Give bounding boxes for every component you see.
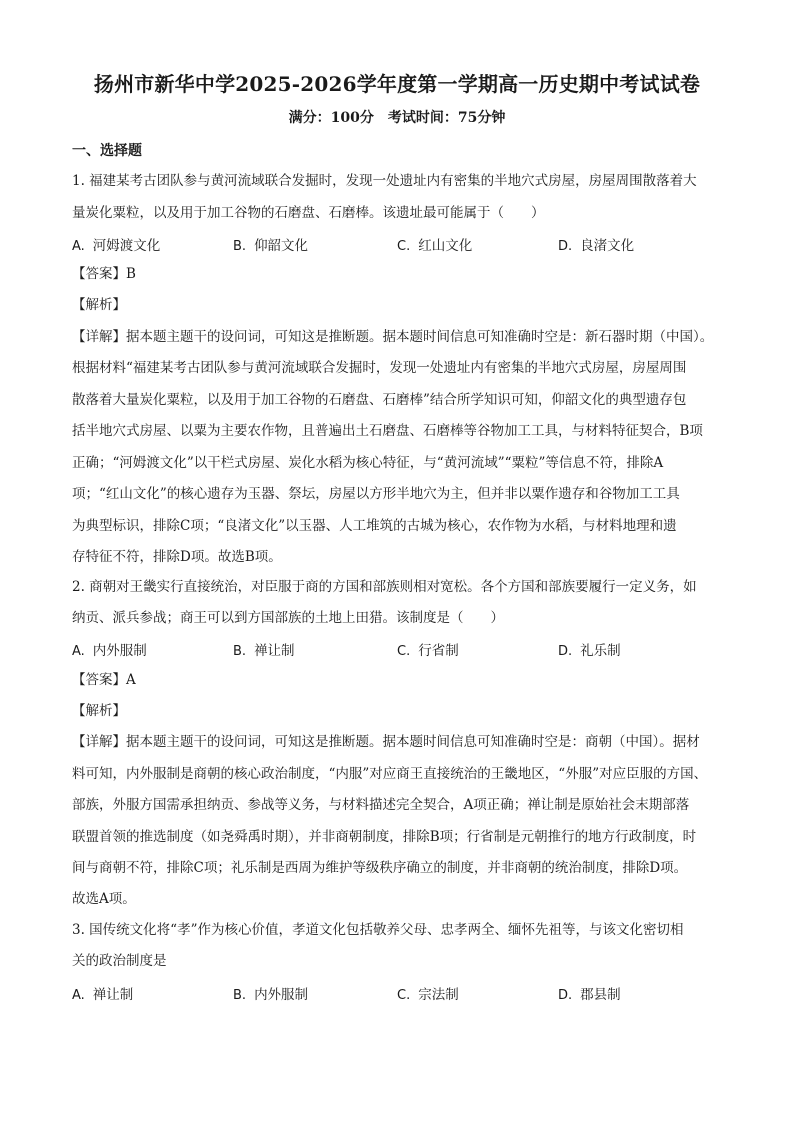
option-row (72, 983, 732, 1003)
detail-line: 为典型标识，排除C项；“良渚文化”以玉器、人工堆筑的古城为核心，农作物为水稻，与材料地理和遗 (72, 518, 677, 534)
option-text: 礼乐制 (580, 643, 621, 659)
detail-line: 【详解】据本题主题干的设问词，可知这是推断题。据本题时间信息可知准确时空是：商朝（中国）。据材 (72, 734, 700, 750)
detail-line: 根据材料“福建某考古团队参与黄河流域联合发掘时，发现一处遗址内有密集的半地穴式房屋，房屋周围 (72, 360, 687, 376)
option-text: 行省制 (418, 643, 459, 659)
option-key: B. (233, 988, 247, 1003)
exam-title: 扬州市新华中学2025-2026学年度第一学期高一历史期中考试试卷 (93, 72, 701, 96)
option-d (558, 234, 634, 254)
exam-meta: 满分：100分 考试时间：75分钟 (288, 110, 506, 126)
option-row (72, 234, 732, 254)
option-text: 仰韶文化 (254, 238, 309, 254)
detail-line: 料可知，内外服制是商朝的核心政治制度，“内服”对应商王直接统治的王畿地区，“外服”对应臣服的方国、 (72, 766, 708, 782)
option-d (558, 639, 621, 659)
detail-line: 存特征不符，排除D项。故选B项。 (72, 549, 282, 565)
option-key: D. (558, 644, 573, 659)
option-key: C. (397, 239, 411, 254)
option-key: C. (397, 988, 411, 1003)
question-stem-line: 3. 国传统文化将“孝”作为核心价值，孝道文化包括敬养父母、忠孝两全、缅怀先祖等，与该文化密切相 (72, 922, 684, 938)
option-text: 红山文化 (418, 238, 473, 254)
option-key: A. (72, 239, 85, 254)
option-text: 郡县制 (580, 987, 621, 1003)
option-text: 禅让制 (254, 643, 295, 659)
answer-label: 【答案】B (72, 266, 136, 282)
option-text: 河姆渡文化 (92, 238, 161, 254)
answer-label: 【答案】A (72, 672, 136, 688)
option-b (233, 639, 295, 659)
detail-line: 联盟首领的推选制度（如尧舜禹时期），并非商朝制度，排除B项；行省制是元朝推行的地方行政制度，时 (72, 829, 697, 845)
detail-line: 散落着大量炭化粟粒，以及用于加工谷物的石磨盘、石磨棒”结合所学知识可知，仰韶文化的典型遗存包 (72, 392, 687, 408)
option-text: 良渚文化 (580, 238, 635, 254)
option-a (72, 639, 147, 659)
option-key: D. (558, 988, 573, 1003)
detail-line: 故选A项。 (72, 891, 136, 907)
option-text: 内外服制 (92, 643, 147, 659)
option-key: D. (558, 239, 573, 254)
question-stem-line: 纳贡、派兵参战；商王可以到方国部族的土地上田猎。该制度是（ ） (72, 610, 504, 626)
detail-line: 括半地穴式房屋、以粟为主要农作物，且普遍出土石磨盘、石磨棒等谷物加工工具，与材料特征契合，B项 (72, 423, 703, 439)
option-text: 宗法制 (418, 987, 459, 1003)
option-c (397, 234, 472, 254)
detail-line: 部族，外服方国需承担纳贡、参战等义务，与材料描述完全契合，A项正确；禅让制是原始社会末期部落 (72, 797, 690, 813)
option-b (233, 983, 308, 1003)
option-key: A. (72, 988, 85, 1003)
option-c (397, 639, 459, 659)
option-text: 禅让制 (92, 987, 134, 1003)
question-stem-line: 2. 商朝对王畿实行直接统治，对臣服于商的方国和部族则相对宽松。各个方国和部族要履行一定义务，如 (72, 579, 697, 595)
section-heading: 一、选择题 (72, 143, 142, 159)
option-text: 内外服制 (254, 987, 309, 1003)
detail-line: 间与商朝不符，排除C项；礼乐制是西周为维护等级秩序确立的制度，并非商朝的统治制度，排除D项。 (72, 860, 688, 876)
detail-line: 正确；“河姆渡文化”以干栏式房屋、炭化水稻为核心特征，与“黄河流域”“粟粒”等信息不符，排除A (72, 455, 664, 471)
option-a (72, 983, 133, 1003)
analysis-label: 【解析】 (72, 297, 126, 313)
option-key: C. (397, 644, 411, 659)
question-stem-line: 1. 福建某考古团队参与黄河流域联合发掘时，发现一处遗址内有密集的半地穴式房屋，房屋周围散落着大 (72, 173, 697, 189)
question-stem-line: 量炭化粟粒，以及用于加工谷物的石磨盘、石磨棒。该遗址最可能属于（ ） (72, 205, 545, 221)
question-stem-line: 关的政治制度是 (72, 953, 167, 969)
option-a (72, 234, 160, 254)
option-row (72, 639, 732, 659)
option-key: B. (233, 239, 247, 254)
option-d (558, 983, 621, 1003)
analysis-label: 【解析】 (72, 703, 126, 719)
option-key: A. (72, 644, 85, 659)
detail-line: 项；“红山文化”的核心遗存为玉器、祭坛，房屋以方形半地穴为主，但并非以粟作遗存和谷物加工工具 (72, 486, 680, 502)
option-c (397, 983, 459, 1003)
option-b (233, 234, 308, 254)
detail-line: 【详解】据本题主题干的设问词，可知这是推断题。据本题时间信息可知准确时空是：新石器时期（中国）。 (72, 329, 714, 345)
option-key: B. (233, 644, 247, 659)
